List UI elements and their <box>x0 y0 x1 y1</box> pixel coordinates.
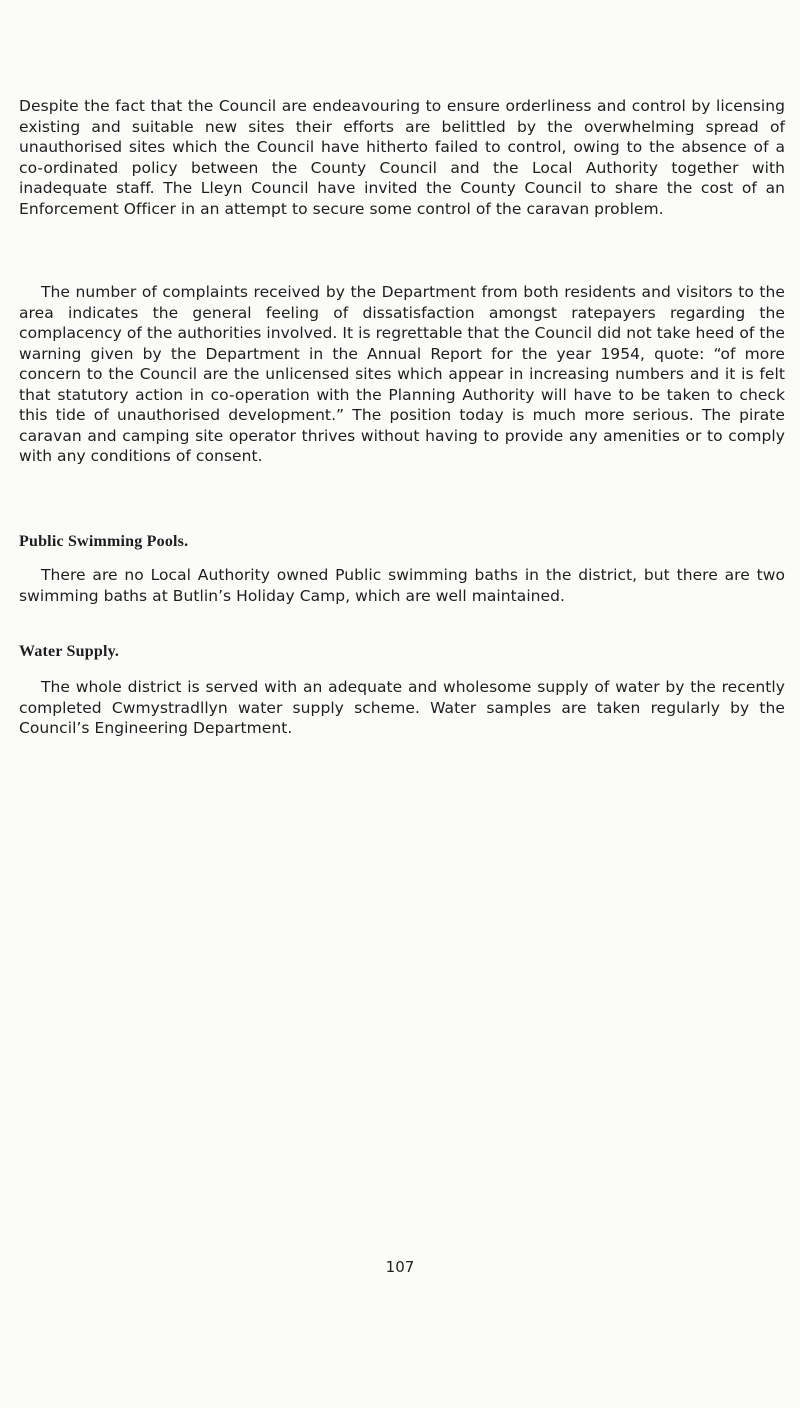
heading-public-swimming-pools: Public Swimming Pools. <box>19 533 189 550</box>
paragraph-swimming-baths: There are no Local Authority owned Public swimming baths in the district, but there are two swimming baths at Butlin’s Holiday Camp, which are well maintained. <box>19 566 785 605</box>
paragraph-caravan-control: Despite the fact that the Council are endeavouring to ensure orderliness and control by licensing existing and suitable new sites their efforts are belittled by the overwhelming spread of unauthorised sites which the Council have hitherto failed to control, owing to the absence of a co-ordinated policy between the County Council and the Local Authority together with inadequate staff. The Lleyn Council have invited the County Council to share the cost of an Enforcement Officer in an attempt to secure some control of the caravan problem. <box>19 97 785 218</box>
heading-water-supply: Water Supply. <box>19 643 120 660</box>
paragraph-water-supply: The whole district is served with an adequate and wholesome supply of water by the recently completed Cwmystradllyn water supply scheme. Water samples are taken regularly by the Council’s Engineering Department. <box>19 678 785 737</box>
paragraph-complaints: The number of complaints received by the Department from both residents and visitors to the area indicates the general feeling of dissatisfaction amongst ratepayers regarding the complacency of the authorities involved. It is regrettable that the Council did not take heed of the warning given by the Department in the Annual Report for the year 1954, quote: “of more concern to the Council are the unlicensed sites which appear in increasing numbers and it is felt that statutory action in co-operation with the Planning Authority will have to be taken to check this tide of unauthorised development.” The position today is much more serious. The pirate caravan and camping site operator thrives without having to provide any amenities or to comply with any conditions of consent. <box>19 283 785 465</box>
page-number: 107 <box>385 1258 415 1276</box>
